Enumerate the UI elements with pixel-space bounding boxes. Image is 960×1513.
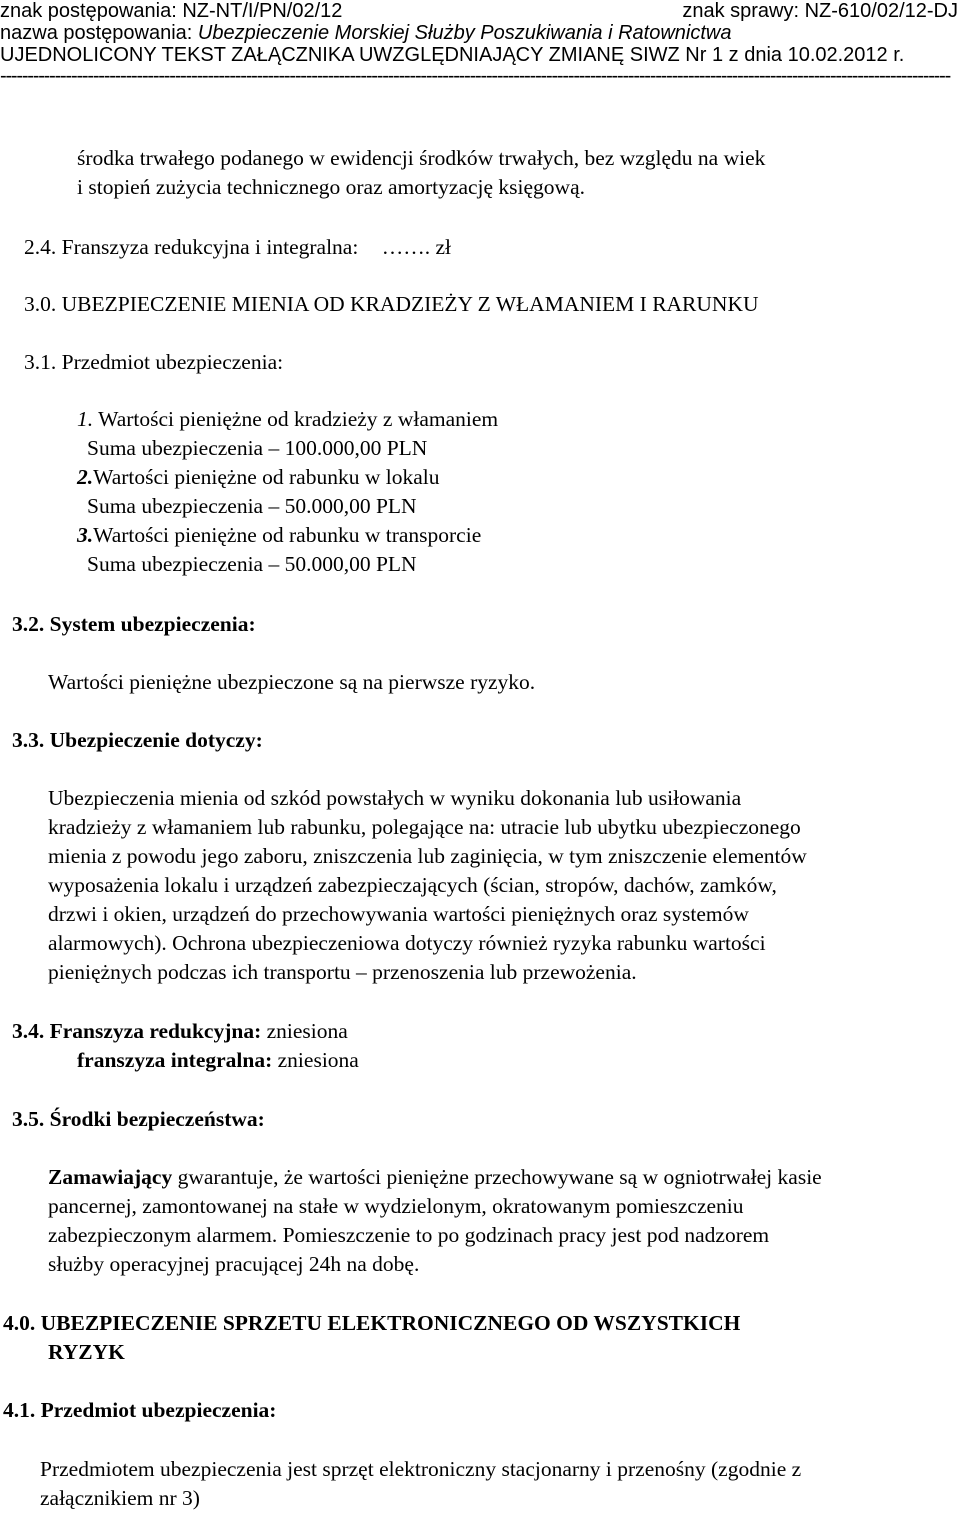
list-item-3-text: Wartości pieniężne od rabunku w transporcie <box>93 523 482 547</box>
section-3-5-line-1-text: gwarantuje, że wartości pieniężne przechowywane są w ogniotrwałej kasie <box>172 1165 822 1189</box>
section-3-5-bold: Zamawiający <box>48 1165 173 1189</box>
list-item-1 <box>77 405 498 434</box>
section-3-3-line-1: Ubezpieczenia mienia od szkód powstałych w wyniku dokonania lub usiłowania <box>48 786 742 810</box>
procedure-name-label: nazwa postępowania: <box>0 22 198 44</box>
section-3-4-value: zniesiona <box>261 1019 348 1043</box>
section-3-5-line-3: zabezpieczonym alarmem. Pomieszczenie to po godzinach pracy jest pod nadzorem <box>48 1223 770 1247</box>
section-3-4-label: 3.4. Franszyza redukcyjna: <box>12 1019 262 1043</box>
section-3-3-line-4: wyposażenia lokalu i urządzeń zabezpieczających (ścian, stropów, dachów, zamków, <box>48 873 777 897</box>
section-3-4b <box>77 1046 359 1075</box>
section-3-3-line-3: mienia z powodu jego zaboru, zniszczenia lub zaginięcia, w tym zniszczenie elementów <box>48 844 807 868</box>
section-3-5-line-2: pancernej, zamontowanej na stałe w wydzielonym, okratowanym pomieszczeniu <box>48 1194 744 1218</box>
section-3-5-line-4: służby operacyjnej pracującej 24h na dobę. <box>48 1252 420 1276</box>
section-3-2-text: Wartości pieniężne ubezpieczone są na pierwsze ryzyko. <box>48 670 536 694</box>
section-4-1-line-2: załącznikiem nr 3) <box>40 1486 200 1510</box>
case-code: znak sprawy: NZ-610/02/12-DJ <box>682 0 958 22</box>
list-item-3-sum: Suma ubezpieczenia – 50.000,00 PLN <box>87 552 417 576</box>
section-3-4 <box>12 1017 348 1046</box>
list-item-1-number: 1. <box>77 407 94 431</box>
section-4-0-heading-line-1: 4.0. UBEZPIECZENIE SPRZETU ELEKTRONICZNEGO OD WSZYSTKICH <box>3 1311 741 1335</box>
section-4-1-heading: 4.1. Przedmiot ubezpieczenia: <box>3 1398 277 1422</box>
section-3-2-heading: 3.2. System ubezpieczenia: <box>12 612 256 636</box>
section-4-0-heading-line-2: RYZYK <box>48 1340 125 1364</box>
list-item-3 <box>77 521 481 550</box>
procedure-code: znak postępowania: NZ-NT/I/PN/02/12 <box>0 0 343 22</box>
list-item-2-number: 2. <box>77 465 94 489</box>
section-3-5-line-1 <box>48 1163 822 1192</box>
procedure-name: Ubezpieczenie Morskiej Służby Poszukiwania i Ratownictwa <box>197 22 732 44</box>
section-3-5-heading: 3.5. Środki bezpieczeństwa: <box>12 1107 265 1131</box>
section-2-4 <box>24 233 451 262</box>
section-2-4-value: ……. zł <box>381 235 451 259</box>
header-line-3: UJEDNOLICONY TEKST ZAŁĄCZNIKA UWZGLĘDNIAJĄCY ZMIANĘ SIWZ Nr 1 z dnia 10.02.2012 r. <box>0 44 905 66</box>
section-2-4-label: 2.4. Franszyza redukcyjna i integralna: <box>24 235 359 259</box>
header-separator: ------------------------------------------------------------------------------------------------------------------------------------------------------------------------------ <box>0 66 951 86</box>
section-3-3-heading: 3.3. Ubezpieczenie dotyczy: <box>12 728 263 752</box>
section-3-4b-label: franszyza integralna: <box>77 1048 273 1072</box>
header-line-1 <box>0 0 960 22</box>
list-item-1-sum: Suma ubezpieczenia – 100.000,00 PLN <box>87 436 428 460</box>
section-3-3-line-2: kradzieży z włamaniem lub rabunku, polegające na: utracie lub ubytku ubezpieczonego <box>48 815 801 839</box>
section-3-3-line-5: drzwi i okien, urządzeń do przechowywania wartości pieniężnych oraz systemów <box>48 902 749 926</box>
header-line-2 <box>0 22 960 44</box>
intro-line-2: i stopień zużycia technicznego oraz amortyzację księgową. <box>77 175 586 199</box>
intro-line-1: środka trwałego podanego w ewidencji środków trwałych, bez względu na wiek <box>77 146 766 170</box>
section-3-0-heading: 3.0. UBEZPIECZENIE MIENIA OD KRADZIEŻY Z WŁAMANIEM I RARUNKU <box>24 292 759 316</box>
section-3-4b-value: zniesiona <box>272 1048 359 1072</box>
section-3-3-line-7: pieniężnych podczas ich transportu – przenoszenia lub przewożenia. <box>48 960 637 984</box>
list-item-2-text: Wartości pieniężne od rabunku w lokalu <box>93 465 440 489</box>
section-3-3-line-6: alarmowych). Ochrona ubezpieczeniowa dotyczy również ryzyka rabunku wartości <box>48 931 766 955</box>
section-3-1-heading: 3.1. Przedmiot ubezpieczenia: <box>24 350 284 374</box>
list-item-2 <box>77 463 439 492</box>
list-item-2-sum: Suma ubezpieczenia – 50.000,00 PLN <box>87 494 417 518</box>
list-item-1-text: Wartości pieniężne od kradzieży z włamaniem <box>98 407 499 431</box>
list-item-3-number: 3. <box>77 523 94 547</box>
section-4-1-line-1: Przedmiotem ubezpieczenia jest sprzęt elektroniczny stacjonarny i przenośny (zgodnie z <box>40 1457 802 1481</box>
